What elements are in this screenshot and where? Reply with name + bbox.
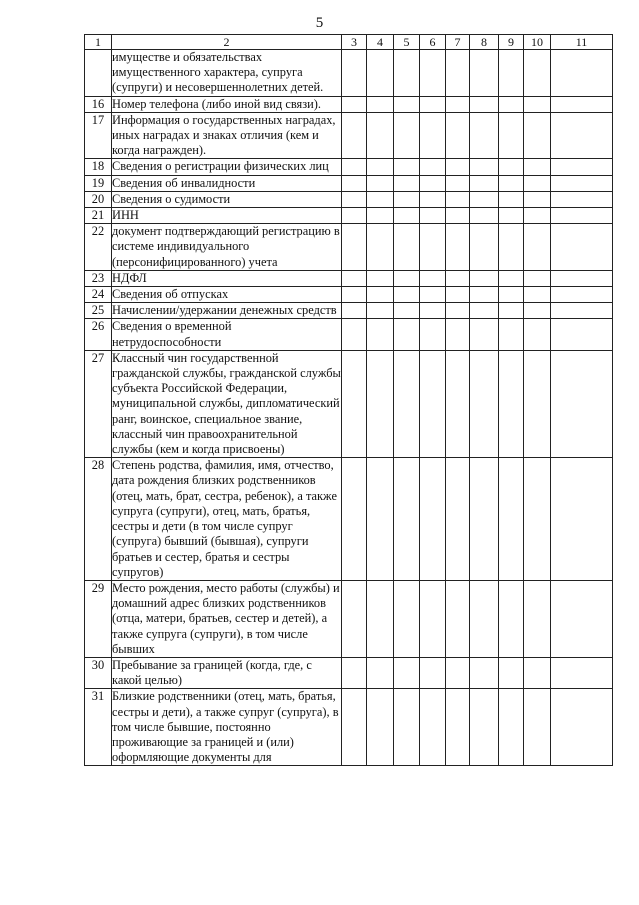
empty-cell (524, 96, 551, 112)
empty-cell (394, 319, 420, 350)
row-number: 18 (85, 159, 112, 175)
empty-cell (551, 287, 613, 303)
empty-cell (470, 303, 499, 319)
row-number: 31 (85, 689, 112, 766)
empty-cell (551, 224, 613, 271)
empty-cell (420, 159, 446, 175)
row-description: имуществе и обязательствах имущественного характера, супруга (супруги) и несовершеннолетних детей. (112, 50, 342, 97)
row-number (85, 50, 112, 97)
empty-cell (524, 580, 551, 657)
empty-cell (367, 303, 394, 319)
empty-cell (420, 287, 446, 303)
empty-cell (420, 319, 446, 350)
empty-cell (342, 224, 367, 271)
empty-cell (446, 208, 470, 224)
row-number: 22 (85, 224, 112, 271)
table-row (85, 50, 613, 97)
empty-cell (420, 350, 446, 457)
table-header-row (85, 35, 613, 50)
empty-cell (420, 191, 446, 207)
row-description: Сведения о судимости (112, 191, 342, 207)
table-row (85, 208, 613, 224)
empty-cell (394, 175, 420, 191)
empty-cell (446, 689, 470, 766)
empty-cell (551, 175, 613, 191)
column-header: 4 (367, 35, 394, 50)
empty-cell (394, 191, 420, 207)
row-number: 23 (85, 270, 112, 286)
empty-cell (499, 689, 524, 766)
empty-cell (367, 96, 394, 112)
empty-cell (367, 458, 394, 581)
table-row (85, 96, 613, 112)
empty-cell (470, 458, 499, 581)
table-row (85, 580, 613, 657)
row-description: Пребывание за границей (когда, где, с какой целью) (112, 657, 342, 688)
empty-cell (524, 319, 551, 350)
empty-cell (524, 50, 551, 97)
empty-cell (420, 50, 446, 97)
empty-cell (446, 191, 470, 207)
column-header: 1 (85, 35, 112, 50)
empty-cell (342, 96, 367, 112)
table-row (85, 159, 613, 175)
empty-cell (342, 270, 367, 286)
empty-cell (342, 159, 367, 175)
row-number: 28 (85, 458, 112, 581)
empty-cell (367, 287, 394, 303)
column-header: 2 (112, 35, 342, 50)
empty-cell (342, 175, 367, 191)
row-description: Информация о государственных наградах, иных наградах и знаках отличия (кем и когда награжден). (112, 112, 342, 159)
row-description: Номер телефона (либо иной вид связи). (112, 96, 342, 112)
empty-cell (367, 50, 394, 97)
empty-cell (394, 580, 420, 657)
empty-cell (446, 270, 470, 286)
empty-cell (524, 350, 551, 457)
empty-cell (499, 208, 524, 224)
row-description: Сведения о регистрации физических лиц (112, 159, 342, 175)
empty-cell (551, 303, 613, 319)
empty-cell (420, 224, 446, 271)
empty-cell (470, 224, 499, 271)
empty-cell (551, 458, 613, 581)
table-row (85, 224, 613, 271)
row-number: 26 (85, 319, 112, 350)
column-header: 11 (551, 35, 613, 50)
empty-cell (446, 175, 470, 191)
empty-cell (394, 96, 420, 112)
empty-cell (499, 191, 524, 207)
empty-cell (342, 657, 367, 688)
column-header: 3 (342, 35, 367, 50)
column-header: 10 (524, 35, 551, 50)
empty-cell (342, 112, 367, 159)
empty-cell (420, 689, 446, 766)
empty-cell (524, 657, 551, 688)
row-description: ИНН (112, 208, 342, 224)
empty-cell (367, 191, 394, 207)
table-row (85, 319, 613, 350)
empty-cell (420, 303, 446, 319)
row-number: 20 (85, 191, 112, 207)
empty-cell (394, 458, 420, 581)
empty-cell (470, 580, 499, 657)
empty-cell (446, 303, 470, 319)
empty-cell (499, 657, 524, 688)
empty-cell (420, 175, 446, 191)
column-header: 8 (470, 35, 499, 50)
empty-cell (499, 287, 524, 303)
empty-cell (446, 96, 470, 112)
empty-cell (499, 224, 524, 271)
empty-cell (367, 208, 394, 224)
empty-cell (524, 287, 551, 303)
table-row (85, 350, 613, 457)
page-number: 5 (315, 15, 324, 31)
empty-cell (551, 657, 613, 688)
row-number: 30 (85, 657, 112, 688)
empty-cell (470, 50, 499, 97)
empty-cell (524, 303, 551, 319)
empty-cell (551, 350, 613, 457)
table-row (85, 657, 613, 688)
empty-cell (499, 319, 524, 350)
table-row (85, 175, 613, 191)
row-description: Сведения о временной нетрудоспособности (112, 319, 342, 350)
row-description: документ подтверждающий регистрацию в системе индивидуального (персонифицированного) учета (112, 224, 340, 269)
empty-cell (524, 208, 551, 224)
empty-cell (342, 191, 367, 207)
empty-cell (524, 689, 551, 766)
table-row (85, 112, 613, 159)
row-number: 25 (85, 303, 112, 319)
column-header: 9 (499, 35, 524, 50)
empty-cell (394, 657, 420, 688)
empty-cell (470, 657, 499, 688)
table-body (85, 50, 613, 766)
row-description: НДФЛ (112, 270, 342, 286)
empty-cell (470, 175, 499, 191)
empty-cell (394, 224, 420, 271)
empty-cell (470, 191, 499, 207)
empty-cell (499, 580, 524, 657)
empty-cell (551, 270, 613, 286)
row-description: Сведения об отпусках (112, 287, 342, 303)
empty-cell (342, 689, 367, 766)
data-table (84, 34, 613, 766)
empty-cell (551, 191, 613, 207)
row-number: 29 (85, 580, 112, 657)
empty-cell (551, 208, 613, 224)
empty-cell (524, 458, 551, 581)
empty-cell (367, 319, 394, 350)
empty-cell (524, 224, 551, 271)
empty-cell (446, 159, 470, 175)
row-description: Начислении/удержании денежных средств (112, 303, 342, 319)
empty-cell (499, 50, 524, 97)
empty-cell (342, 208, 367, 224)
empty-cell (499, 350, 524, 457)
empty-cell (551, 96, 613, 112)
row-number: 24 (85, 287, 112, 303)
empty-cell (446, 287, 470, 303)
empty-cell (394, 50, 420, 97)
empty-cell (470, 96, 499, 112)
empty-cell (446, 580, 470, 657)
empty-cell (420, 208, 446, 224)
empty-cell (524, 270, 551, 286)
empty-cell (470, 159, 499, 175)
empty-cell (342, 319, 367, 350)
empty-cell (342, 458, 367, 581)
empty-cell (470, 112, 499, 159)
empty-cell (446, 350, 470, 457)
empty-cell (499, 303, 524, 319)
row-description: Классный чин государственной гражданской службы, гражданской службы субъекта Российской Федерации, муниципальной службы, дипломатический ранг, воинское, специальное звание, классный чин правоохранительной службы (кем и когда присвоены) (112, 350, 341, 457)
empty-cell (394, 689, 420, 766)
empty-cell (470, 689, 499, 766)
column-header: 6 (420, 35, 446, 50)
empty-cell (551, 159, 613, 175)
empty-cell (446, 319, 470, 350)
table-row (85, 191, 613, 207)
empty-cell (420, 270, 446, 286)
empty-cell (499, 270, 524, 286)
empty-cell (499, 159, 524, 175)
empty-cell (342, 287, 367, 303)
row-description: Место рождения, место работы (службы) и домашний адрес близких родственников (отца, матери, братьев, сестер и детей), а также супруга (супруги), в том числе бывших (112, 580, 340, 656)
empty-cell (446, 50, 470, 97)
column-header: 5 (394, 35, 420, 50)
empty-cell (551, 50, 613, 97)
row-description: Сведения об инвалидности (112, 175, 342, 191)
empty-cell (367, 657, 394, 688)
empty-cell (394, 350, 420, 457)
empty-cell (524, 159, 551, 175)
row-number: 27 (85, 350, 112, 457)
empty-cell (367, 159, 394, 175)
empty-cell (367, 224, 394, 271)
empty-cell (420, 112, 446, 159)
row-description: Близкие родственники (отец, мать, братья, сестры и дети), а также супруг (супруга), в том числе бывшие, постоянно проживающие за границей и (или) оформляющие документы для (112, 689, 342, 766)
empty-cell (394, 112, 420, 159)
empty-cell (524, 112, 551, 159)
empty-cell (342, 50, 367, 97)
table-row (85, 689, 613, 766)
empty-cell (551, 689, 613, 766)
column-header: 7 (446, 35, 470, 50)
empty-cell (470, 350, 499, 457)
row-number: 16 (85, 96, 112, 112)
row-description: Степень родства, фамилия, имя, отчество, дата рождения близких родственников (отец, мать, брат, сестра, ребенок), а также супруга (супруги), отец, мать, братья, сестры и дети (в том числе супруг (супруга) бывший (бывшая), супруги братьев и сестер, братья и сестры супругов) (112, 458, 342, 581)
empty-cell (551, 580, 613, 657)
row-number: 21 (85, 208, 112, 224)
empty-cell (394, 287, 420, 303)
empty-cell (470, 270, 499, 286)
empty-cell (499, 96, 524, 112)
empty-cell (394, 208, 420, 224)
empty-cell (551, 319, 613, 350)
empty-cell (446, 458, 470, 581)
empty-cell (499, 175, 524, 191)
empty-cell (367, 270, 394, 286)
table-row (85, 287, 613, 303)
empty-cell (499, 458, 524, 581)
empty-cell (524, 191, 551, 207)
empty-cell (470, 319, 499, 350)
table-row (85, 270, 613, 286)
empty-cell (420, 657, 446, 688)
empty-cell (394, 303, 420, 319)
row-number: 17 (85, 112, 112, 159)
table-row (85, 458, 613, 581)
empty-cell (367, 350, 394, 457)
empty-cell (446, 112, 470, 159)
empty-cell (470, 208, 499, 224)
table-row (85, 303, 613, 319)
empty-cell (524, 175, 551, 191)
empty-cell (446, 224, 470, 271)
empty-cell (420, 96, 446, 112)
empty-cell (342, 350, 367, 457)
empty-cell (367, 112, 394, 159)
empty-cell (367, 580, 394, 657)
empty-cell (551, 112, 613, 159)
empty-cell (342, 303, 367, 319)
empty-cell (394, 270, 420, 286)
empty-cell (470, 287, 499, 303)
empty-cell (367, 175, 394, 191)
empty-cell (342, 580, 367, 657)
empty-cell (394, 159, 420, 175)
empty-cell (446, 657, 470, 688)
row-number: 19 (85, 175, 112, 191)
empty-cell (499, 112, 524, 159)
empty-cell (420, 580, 446, 657)
empty-cell (367, 689, 394, 766)
empty-cell (420, 458, 446, 581)
